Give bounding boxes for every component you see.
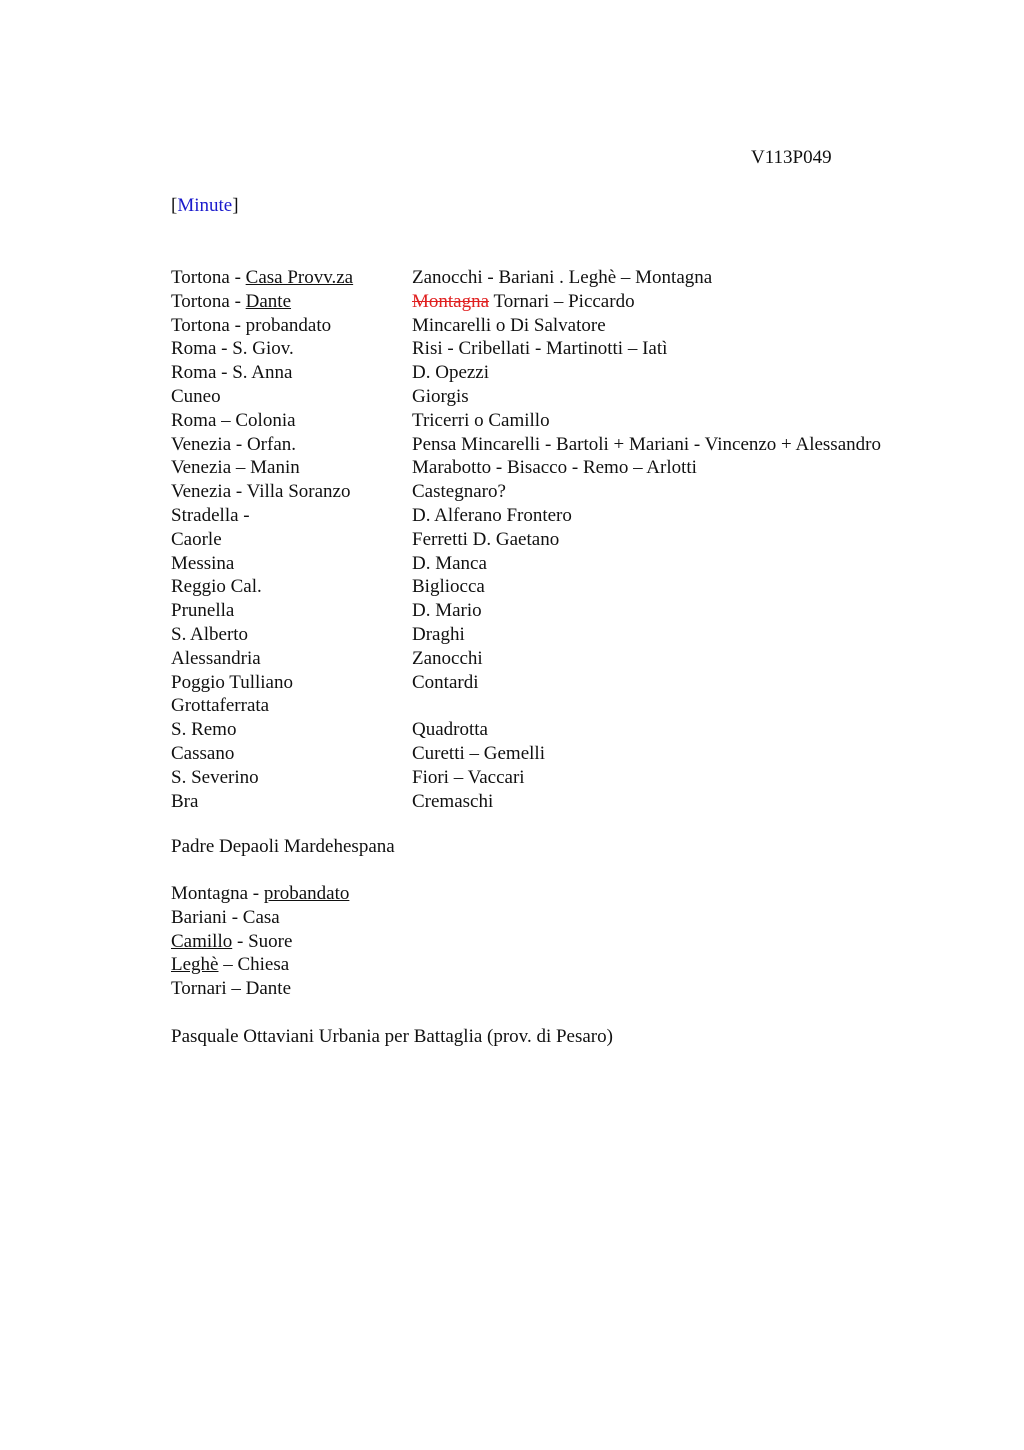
minute-tag xyxy=(171,194,239,218)
people-text: Quadrotta xyxy=(412,719,488,741)
list-item xyxy=(171,882,349,906)
place-text: Cassano xyxy=(171,742,235,764)
place-underlined: Dante xyxy=(245,290,292,312)
list-item xyxy=(171,977,349,1001)
table-row xyxy=(171,480,991,504)
people-cell xyxy=(412,742,991,766)
people-cell xyxy=(412,385,991,409)
place-cell xyxy=(171,385,412,409)
table-row xyxy=(171,599,991,623)
place-text: Venezia – Manin xyxy=(171,457,300,479)
list-separator: - xyxy=(226,906,243,928)
people-cell xyxy=(412,266,991,290)
people-text: D. Alferano Frontero xyxy=(412,504,572,526)
list-name: Tornari xyxy=(171,978,227,1000)
table-row xyxy=(171,790,991,814)
table-row xyxy=(171,433,991,457)
place-cell xyxy=(171,742,412,766)
place-text: Grottaferrata xyxy=(171,695,270,717)
place-text: Caorle xyxy=(171,528,222,550)
people-text: Tornari – Piccardo xyxy=(489,290,635,312)
final-note: Pasquale Ottaviani Urbania per Battaglia (prov. di Pesaro) xyxy=(171,1026,613,1047)
place-cell xyxy=(171,528,412,552)
table-row xyxy=(171,290,991,314)
table-row xyxy=(171,361,991,385)
list-name: Leghè xyxy=(171,954,219,976)
place-text: Roma - S. Giov. xyxy=(171,338,294,360)
place-cell xyxy=(171,575,412,599)
list-role: Suore xyxy=(248,930,293,952)
place-text: Roma - S. Anna xyxy=(171,362,293,384)
list-name: Bariani xyxy=(171,906,227,928)
people-cell xyxy=(412,552,991,576)
table-row xyxy=(171,528,991,552)
people-cell xyxy=(412,790,991,814)
place-cell xyxy=(171,361,412,385)
place-text: Roma – Colonia xyxy=(171,409,296,431)
assignment-table xyxy=(171,266,991,813)
list-role: Casa xyxy=(242,906,280,928)
padre-note: Padre Depaoli Mardehespana xyxy=(171,836,395,857)
place-text: Tortona - xyxy=(171,267,246,288)
table-row xyxy=(171,718,991,742)
people-cell xyxy=(412,504,991,528)
table-row xyxy=(171,385,991,409)
people-cell xyxy=(412,599,991,623)
people-text: D. Opezzi xyxy=(412,362,490,384)
people-text: Zanocchi - Bariani . Leghè – Montagna xyxy=(412,267,713,288)
list-separator: – xyxy=(218,954,238,976)
table-row xyxy=(171,575,991,599)
table-row xyxy=(171,552,991,576)
place-underlined: Casa Provv.za xyxy=(245,267,354,288)
people-text: Zanocchi xyxy=(412,647,483,669)
role-list xyxy=(171,882,349,1001)
table-row xyxy=(171,456,991,480)
list-separator: - xyxy=(248,883,264,904)
place-cell xyxy=(171,409,412,433)
people-text: D. Mario xyxy=(412,600,482,622)
place-cell xyxy=(171,290,412,314)
place-text: Messina xyxy=(171,552,235,574)
minute-link[interactable]: Minute xyxy=(177,195,233,216)
place-text: S. Remo xyxy=(171,719,237,741)
list-item xyxy=(171,953,349,977)
table-row xyxy=(171,694,991,718)
deleted-name: Montagna xyxy=(412,290,490,312)
place-cell xyxy=(171,647,412,671)
document-code: V113P049 xyxy=(751,147,832,168)
place-cell xyxy=(171,433,412,457)
people-text: D. Manca xyxy=(412,552,487,574)
place-text: Tortona - xyxy=(171,290,246,312)
table-row xyxy=(171,671,991,695)
people-text: Giorgis xyxy=(412,385,469,407)
people-cell xyxy=(412,766,991,790)
place-cell xyxy=(171,552,412,576)
people-text: Fiori – Vaccari xyxy=(412,766,525,788)
place-text: Bra xyxy=(171,790,199,812)
table-row xyxy=(171,766,991,790)
place-text: Venezia - Orfan. xyxy=(171,433,297,455)
place-text: Venezia - Villa Soranzo xyxy=(171,481,351,503)
list-separator: - xyxy=(232,930,249,952)
place-text: Cuneo xyxy=(171,385,221,407)
list-role: Dante xyxy=(245,978,292,1000)
list-separator: – xyxy=(226,978,246,1000)
people-cell xyxy=(412,718,991,742)
table-row xyxy=(171,409,991,433)
people-cell xyxy=(412,314,991,338)
people-cell xyxy=(412,337,991,361)
people-cell xyxy=(412,433,991,457)
place-cell xyxy=(171,480,412,504)
table-row xyxy=(171,623,991,647)
place-cell xyxy=(171,456,412,480)
place-cell xyxy=(171,671,412,695)
people-cell xyxy=(412,361,991,385)
list-name: Camillo xyxy=(171,930,233,952)
tag-open-bracket: [ xyxy=(171,195,178,216)
people-cell xyxy=(412,409,991,433)
people-cell xyxy=(412,623,991,647)
people-cell xyxy=(412,647,991,671)
people-text: Castegnaro? xyxy=(412,481,506,503)
place-text: S. Severino xyxy=(171,766,259,788)
place-cell xyxy=(171,266,412,290)
place-cell xyxy=(171,623,412,647)
tag-close-bracket: ] xyxy=(232,195,239,216)
people-cell xyxy=(412,575,991,599)
place-cell xyxy=(171,718,412,742)
people-cell xyxy=(412,528,991,552)
table-row xyxy=(171,266,991,290)
people-cell xyxy=(412,671,991,695)
table-row xyxy=(171,647,991,671)
people-text: Tricerri o Camillo xyxy=(412,409,550,431)
list-role: probandato xyxy=(263,883,350,904)
place-cell xyxy=(171,504,412,528)
table-row xyxy=(171,504,991,528)
table-row xyxy=(171,314,991,338)
people-text: Ferretti D. Gaetano xyxy=(412,528,560,550)
people-text: Bigliocca xyxy=(412,576,485,598)
list-item xyxy=(171,930,349,954)
list-item xyxy=(171,906,349,930)
people-text: Curetti – Gemelli xyxy=(412,742,545,764)
people-cell xyxy=(412,694,991,718)
place-text: Tortona - probandato xyxy=(171,314,332,336)
people-text: Marabotto - Bisacco - Remo – Arlotti xyxy=(412,457,697,479)
place-cell xyxy=(171,694,412,718)
table-row xyxy=(171,742,991,766)
people-cell xyxy=(412,480,991,504)
place-cell xyxy=(171,766,412,790)
place-cell xyxy=(171,337,412,361)
people-text: Pensa Mincarelli - Bartoli + Mariani - Vincenzo + Alessandro xyxy=(412,433,881,455)
place-text: Alessandria xyxy=(171,647,261,669)
place-text: Poggio Tulliano xyxy=(171,671,293,693)
list-role: Chiesa xyxy=(237,954,290,976)
place-cell xyxy=(171,599,412,623)
table-row xyxy=(171,337,991,361)
place-text: Stradella - xyxy=(171,504,250,526)
people-text: Draghi xyxy=(412,623,465,645)
place-cell xyxy=(171,790,412,814)
place-text: Reggio Cal. xyxy=(171,576,262,598)
people-text: Risi - Cribellati - Martinotti – Iatì xyxy=(412,338,668,360)
people-cell xyxy=(412,456,991,480)
people-text: Contardi xyxy=(412,671,479,693)
people-text: Mincarelli o Di Salvatore xyxy=(412,314,606,336)
people-text: Cremaschi xyxy=(412,790,494,812)
place-text: S. Alberto xyxy=(171,623,249,645)
people-cell xyxy=(412,290,991,314)
place-text: Prunella xyxy=(171,600,235,622)
place-cell xyxy=(171,314,412,338)
list-name: Montagna xyxy=(171,883,249,904)
